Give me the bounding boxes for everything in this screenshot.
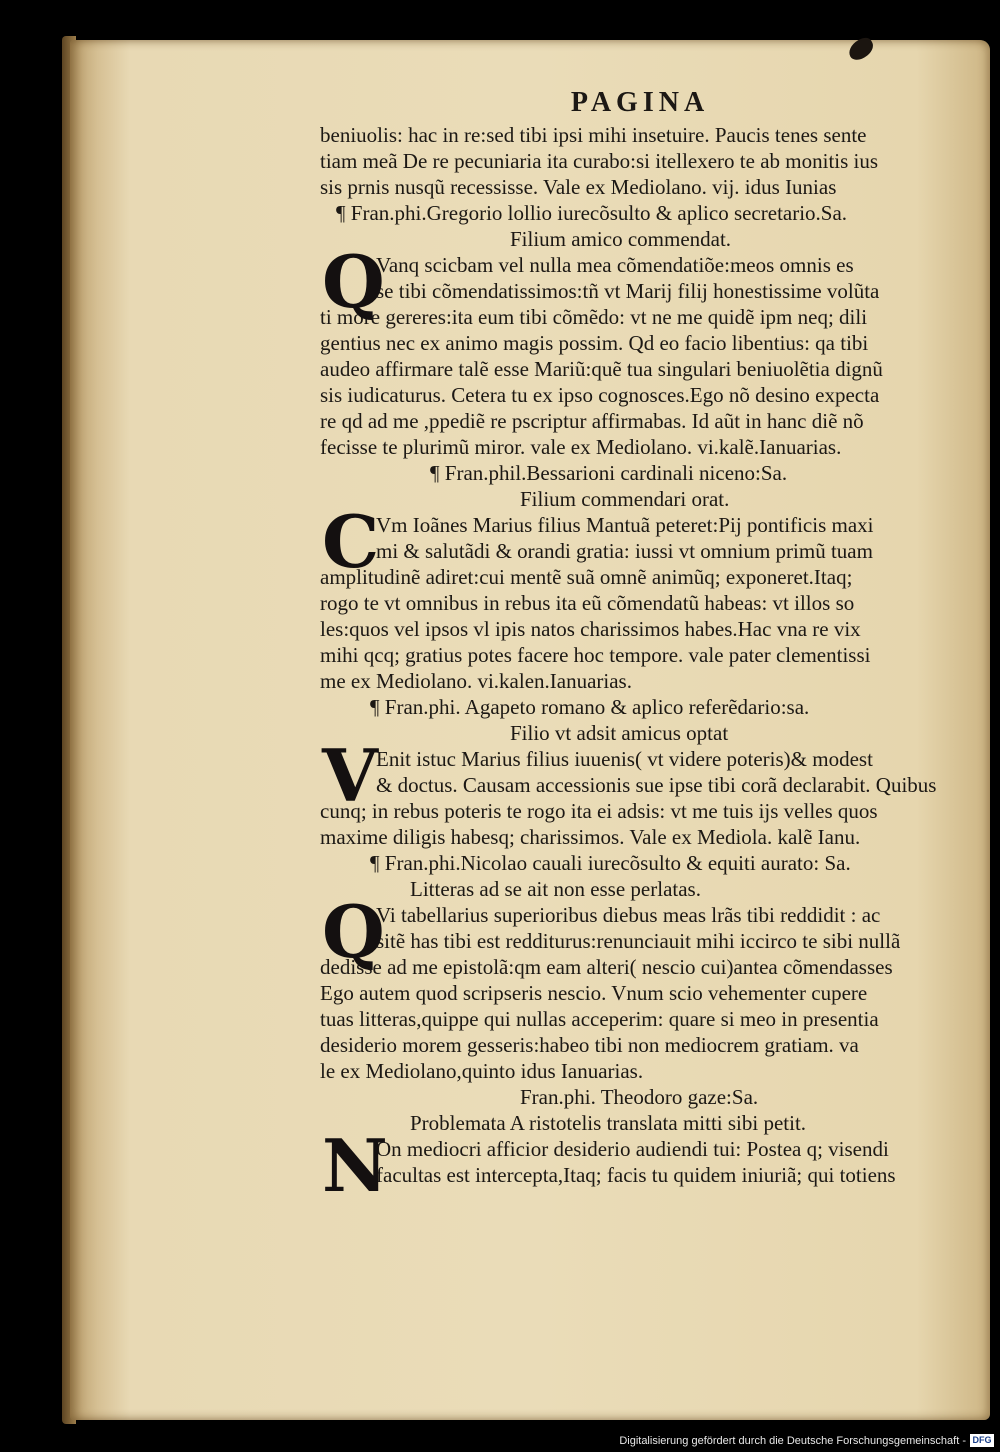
text-line: Enit istuc Marius filius iuuenis( vt videre poteris)& modest [376, 747, 873, 771]
opening-lines [320, 122, 960, 200]
text-line: maxime diligis habesq; charissimos. Vale ex Mediola. kalẽ Ianu. [320, 825, 861, 849]
text-line: mi & salutãdi & orandi gratia: iussi vt omnium primũ tuam [376, 539, 873, 563]
drop-initial: C [322, 499, 380, 584]
drop-initial: Q [322, 239, 385, 324]
text-line: ti more gereres:ita eum tibi cõmẽdo: vt ne me quidẽ ipm neq; dili [320, 305, 868, 329]
text-line: & doctus. Causam accessionis sue ipse tibi corã declarabit. Quibus [376, 773, 937, 797]
letter-subject: Filium commendari orat. [520, 487, 730, 511]
text-line: facultas est intercepta,Itaq; facis tu quidem iniuriã; qui totiens [376, 1163, 896, 1187]
letter-subject: Filium amico commendat. [510, 227, 732, 251]
text-line: tiam meã De re pecuniaria ita curabo:si itellexero te ab monitis ius [320, 149, 879, 173]
drop-initial: Q [322, 889, 385, 974]
text-line: tuas litteras,quippe qui nullas acceperim: quare si meo in presentia [320, 1007, 879, 1031]
text-line: desiderio morem gesseris:habeo tibi non mediocrem gratiam. va [320, 1033, 859, 1057]
text-line: cunq; in rebus poteris te rogo ita ei adsis: vt me tuis ijs velles quos [320, 799, 878, 823]
text-line: On mediocri afficior desiderio audiendi tui: Postea q; visendi [376, 1137, 889, 1161]
drop-initial: N [322, 1123, 388, 1208]
text-line: Ego autem quod scripseris nescio. Vnum scio vehementer cupere [320, 981, 868, 1005]
dfg-logo: DFG [970, 1434, 994, 1447]
letter-heading: Fran.phi. Theodoro gaze:Sa. [520, 1085, 759, 1109]
letter-heading: ¶ Fran.phi. Agapeto romano & aplico referẽdario:sa. [370, 695, 810, 719]
letter-1 [320, 200, 960, 460]
footer-bar [0, 1430, 1000, 1452]
letter-2 [320, 460, 960, 694]
text-line: audeo affirmare talẽ esse Mariũ:quẽ tua singulari beniuolẽtia dignũ [320, 357, 883, 381]
text-line: gentius nec ex animo magis possim. Qd eo facio libentius: qa tibi [320, 331, 869, 355]
letter-4 [320, 850, 960, 1084]
text-line: le ex Mediolano,quinto idus Ianuarias. [320, 1059, 644, 1083]
text-line: amplitudinẽ adiret:cui mentẽ suã omnẽ animũq; exponeret.Itaq; [320, 565, 853, 589]
letter-heading: ¶ Fran.phil.Bessarioni cardinali niceno:Sa. [430, 461, 788, 485]
letter-5 [320, 1084, 960, 1208]
letter-heading: ¶ Fran.phi.Nicolao cauali iurecõsulto & equiti aurato: Sa. [370, 851, 851, 875]
footer-credit: Digitalisierung gefördert durch die Deutsche Forschungsgemeinschaft - [619, 1435, 966, 1447]
text-line: re qd ad me ,ppediẽ re pscriptur affirmabas. Id aũt in hanc diẽ nõ [320, 409, 864, 433]
text-line: sitẽ has tibi est redditurus:renunciauit mihi iccirco te sibi nullã [376, 929, 901, 953]
text-line: fecisse te plurimũ miror. vale ex Mediolano. vi.kalẽ.Ianuarias. [320, 435, 842, 459]
text-line: Vi tabellarius superioribus diebus meas lrãs tibi reddidit : ac [376, 903, 881, 927]
text-line: sis iudicaturus. Cetera tu ex ipso cognosces.Ego nõ desino expecta [320, 383, 880, 407]
text-line: beniuolis: hac in re:sed tibi ipsi mihi insetuire. Paucis tenes sente [320, 123, 867, 147]
letter-subject: Problemata A ristotelis translata mitti sibi petit. [410, 1111, 807, 1135]
text-line: Vanq scicbam vel nulla mea cõmendatiõe:meos omnis es [376, 253, 854, 277]
text-line: se tibi cõmendatissimos:tñ vt Marij filij honestissime volũta [376, 279, 880, 303]
text-line: les:quos vel ipsos vl ipis natos charissimos habes.Hac vna re vix [320, 617, 861, 641]
letter-heading: ¶ Fran.phi.Gregorio lollio iurecõsulto & aplico secretario.Sa. [336, 201, 848, 225]
text-line: Vm Ioãnes Marius filius Mantuã peteret:Pij pontificis maxi [376, 513, 874, 537]
text-line: rogo te vt omnibus in rebus ita eũ cõmendatũ habeas: vt illos so [320, 591, 855, 615]
page-text [320, 87, 960, 1208]
running-head: PAGINA [570, 87, 710, 118]
text-line: mihi qcq; gratius potes facere hoc tempore. vale pater clementissi [320, 643, 871, 667]
drop-initial: V [322, 733, 378, 818]
text-line: me ex Mediolano. vi.kalen.Ianuarias. [320, 669, 632, 693]
text-line: dedisse ad me epistolã:qm eam alteri( nescio cui)antea cõmendasses [320, 955, 893, 979]
letter-3 [320, 694, 960, 850]
letter-subject: Filio vt adsit amicus optat [510, 721, 729, 745]
letter-subject: Litteras ad se ait non esse perlatas. [410, 877, 701, 901]
text-line: sis prnis nusqũ recessisse. Vale ex Mediolano. vij. idus Iunias [320, 175, 837, 199]
